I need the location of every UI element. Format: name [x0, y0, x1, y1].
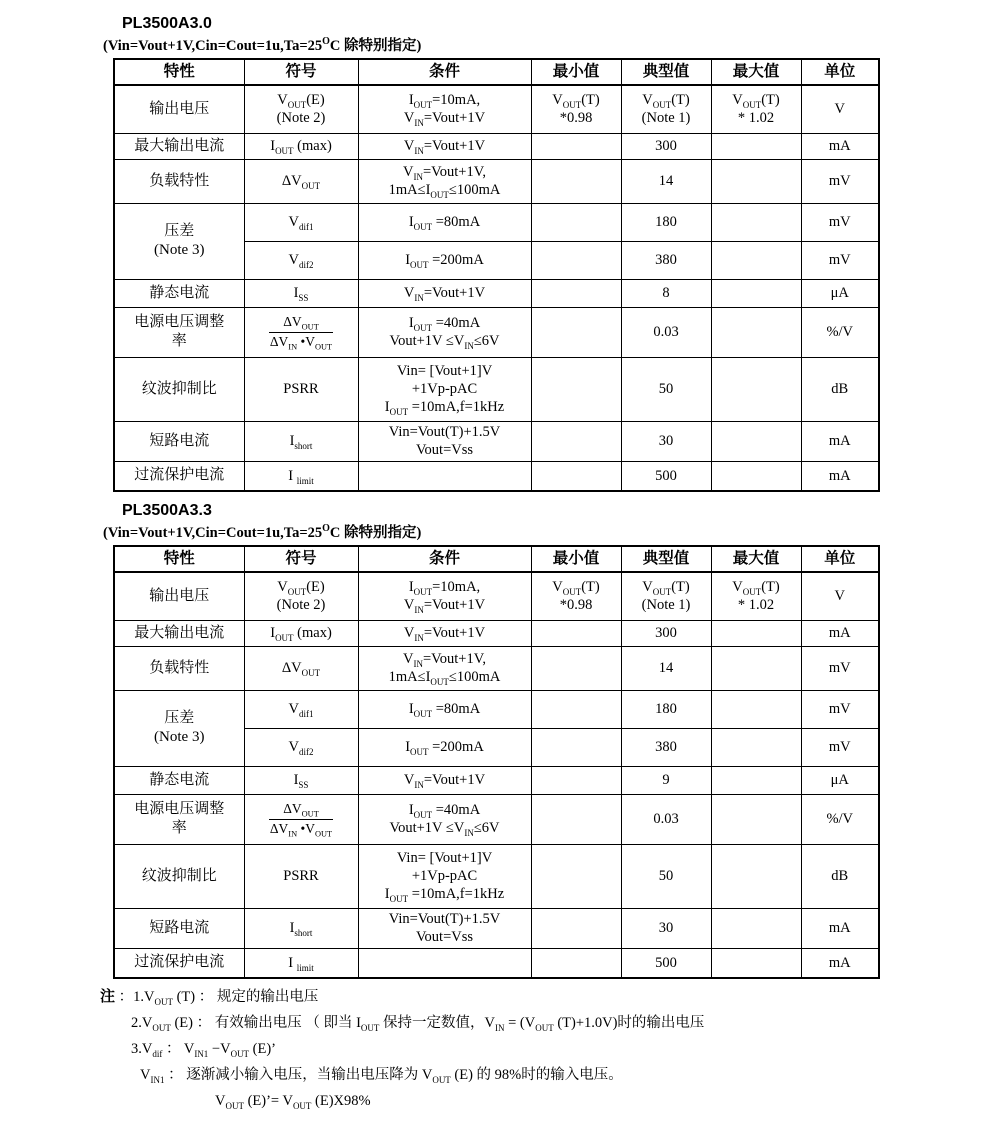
table-title: PL3500A3.0	[122, 15, 212, 32]
cell-symbol: $\Delta V_{OUT}$	[244, 646, 358, 690]
cell-unit: mA	[801, 908, 879, 948]
cell-typ: $V_{OUT}(T)$ (Note 1)	[621, 85, 711, 133]
cell-unit: μA	[801, 766, 879, 794]
cell-symbol: $I_{short}$	[244, 908, 358, 948]
cell-min	[531, 794, 621, 844]
column-header: 符号	[244, 59, 358, 85]
cell-min	[531, 690, 621, 728]
cell-symbol: $I_{SS}$	[244, 766, 358, 794]
cell-characteristic: 最大输出电流	[114, 133, 244, 159]
table-row	[114, 908, 879, 948]
cell-unit: V	[801, 572, 879, 620]
cell-symbol: $\frac{\Delta V_{OUT}}{\Delta V_{IN} •V_{OUT}}$	[244, 794, 358, 844]
cell-typ: 50	[621, 844, 711, 908]
cell-characteristic: 负载特性	[114, 159, 244, 203]
cell-typ: $V_{OUT}(T)$ (Note 1)	[621, 572, 711, 620]
cell-symbol: I $_{limit}$	[244, 948, 358, 978]
spec-section-pl3500a3-3	[103, 501, 878, 979]
cell-typ: 500	[621, 948, 711, 978]
table-row	[114, 646, 879, 690]
cell-max	[711, 421, 801, 461]
column-header: 最小值	[531, 59, 621, 85]
cell-symbol: $\frac{\Delta V_{OUT}}{\Delta V_{IN} •V_{OUT}}$	[244, 307, 358, 357]
cell-symbol: $I_{OUT}$ (max)	[244, 620, 358, 646]
cell-unit: %/V	[801, 794, 879, 844]
table-row	[114, 766, 879, 794]
table-row	[114, 279, 879, 307]
cell-condition: $V_{IN}=Vout+1V$	[358, 279, 531, 307]
table-header-row	[114, 59, 879, 85]
cell-typ: 9	[621, 766, 711, 794]
cell-characteristic: 短路电流	[114, 421, 244, 461]
cell-min	[531, 421, 621, 461]
column-header: 最小值	[531, 546, 621, 572]
cell-unit: mA	[801, 620, 879, 646]
column-header: 符号	[244, 546, 358, 572]
cell-characteristic: 输出电压	[114, 85, 244, 133]
cell-min	[531, 241, 621, 279]
cell-condition: Vin=Vout(T)+1.5V Vout=Vss	[358, 908, 531, 948]
cell-typ: 500	[621, 461, 711, 491]
cell-characteristic: 过流保护电流	[114, 948, 244, 978]
cell-unit: dB	[801, 844, 879, 908]
column-header: 单位	[801, 546, 879, 572]
cell-unit: mV	[801, 241, 879, 279]
cell-max	[711, 241, 801, 279]
cell-max	[711, 620, 801, 646]
cell-max	[711, 690, 801, 728]
cell-unit: μA	[801, 279, 879, 307]
cell-condition: $I_{OUT}=10mA$, $V_{IN}=Vout+1V$	[358, 85, 531, 133]
cell-symbol: I $_{limit}$	[244, 461, 358, 491]
cell-symbol: $I_{short}$	[244, 421, 358, 461]
cell-unit: mA	[801, 461, 879, 491]
note-line: $2.V_{OUT}$ (E) ： 有效输出电压 （ 即当 $I_{OUT}$ 保持一定数值，$V_{IN} = (V_{OUT}$ (T)+1.0V)时的输出电压	[131, 1015, 705, 1033]
cell-condition: Vin=Vout(T)+1.5V Vout=Vss	[358, 421, 531, 461]
cell-typ: 0.03	[621, 307, 711, 357]
cell-min	[531, 908, 621, 948]
cell-typ: 14	[621, 159, 711, 203]
column-header: 典型值	[621, 59, 711, 85]
cell-condition: $V_{IN}=Vout+1V$	[358, 133, 531, 159]
cell-condition: $V_{IN}=Vout+1V$	[358, 766, 531, 794]
table-row	[114, 357, 879, 421]
cell-symbol: PSRR	[244, 844, 358, 908]
cell-characteristic: 静态电流	[114, 766, 244, 794]
cell-typ: 180	[621, 203, 711, 241]
cell-condition: $I_{OUT} =40mA$ Vout+1V $\le V_{IN}\le 6V$	[358, 307, 531, 357]
cell-min	[531, 159, 621, 203]
cell-typ: 30	[621, 421, 711, 461]
cell-characteristic: 过流保护电流	[114, 461, 244, 491]
table-row	[114, 620, 879, 646]
cell-min	[531, 461, 621, 491]
cell-condition: $I_{OUT} =200mA$	[358, 241, 531, 279]
table-row	[114, 307, 879, 357]
cell-condition: Vin= [Vout+1]V +1Vp-pAC $I_{OUT} =10mA,f=1kHz$	[358, 844, 531, 908]
cell-symbol: $I_{SS}$	[244, 279, 358, 307]
cell-unit: mA	[801, 948, 879, 978]
column-header: 特性	[114, 546, 244, 572]
cell-unit: mV	[801, 690, 879, 728]
cell-characteristic: 静态电流	[114, 279, 244, 307]
cell-symbol: $V_{OUT}(E)$ (Note 2)	[244, 85, 358, 133]
column-header: 条件	[358, 546, 531, 572]
cell-max	[711, 948, 801, 978]
cell-condition: Vin= [Vout+1]V +1Vp-pAC $I_{OUT} =10mA,f=1kHz$	[358, 357, 531, 421]
cell-unit: %/V	[801, 307, 879, 357]
cell-symbol: $V_{dif1}$	[244, 203, 358, 241]
cell-min	[531, 766, 621, 794]
cell-unit: mA	[801, 421, 879, 461]
cell-symbol: $V_{OUT}(E)$ (Note 2)	[244, 572, 358, 620]
cell-unit: mV	[801, 728, 879, 766]
cell-max	[711, 646, 801, 690]
cell-typ: 0.03	[621, 794, 711, 844]
cell-unit: V	[801, 85, 879, 133]
cell-max	[711, 461, 801, 491]
cell-symbol: $V_{dif1}$	[244, 690, 358, 728]
cell-condition: $I_{OUT} =40mA$ Vout+1V $\le V_{IN}\le 6V$	[358, 794, 531, 844]
table-subtitle: ($Vin=Vout+1V,Cin=Cout=1u,Ta=25^OC$ 除特别指定)	[103, 36, 422, 54]
cell-symbol: PSRR	[244, 357, 358, 421]
cell-max	[711, 159, 801, 203]
cell-characteristic: 压差 (Note 3)	[114, 203, 244, 279]
cell-max	[711, 279, 801, 307]
cell-max	[711, 844, 801, 908]
cell-unit: mA	[801, 133, 879, 159]
cell-typ: 8	[621, 279, 711, 307]
cell-characteristic: 负载特性	[114, 646, 244, 690]
cell-characteristic: 电源电压调整 率	[114, 307, 244, 357]
table-row	[114, 203, 879, 241]
cell-symbol: $V_{dif2}$	[244, 241, 358, 279]
column-header: 单位	[801, 59, 879, 85]
cell-characteristic: 输出电压	[114, 572, 244, 620]
cell-typ: 300	[621, 133, 711, 159]
cell-min	[531, 844, 621, 908]
cell-typ: 14	[621, 646, 711, 690]
cell-symbol: $V_{dif2}$	[244, 728, 358, 766]
table-row	[114, 844, 879, 908]
cell-condition: $I_{OUT} =200mA$	[358, 728, 531, 766]
cell-condition	[358, 461, 531, 491]
note-line: $3.V_{dif}$ ： $V_{IN1} -V_{OUT}$ (E)’	[131, 1041, 277, 1059]
column-header: 特性	[114, 59, 244, 85]
cell-typ: 380	[621, 241, 711, 279]
column-header: 典型值	[621, 546, 711, 572]
cell-condition: $I_{OUT} =80mA$	[358, 690, 531, 728]
note-line: $V_{OUT}$ (E)’= $V_{OUT}$ (E)X98%	[215, 1093, 371, 1111]
cell-min	[531, 307, 621, 357]
note-line: 注 ：$1.V_{OUT}$ (T) ： 规定的输出电压	[100, 989, 319, 1007]
table-header-row	[114, 546, 879, 572]
cell-max	[711, 133, 801, 159]
cell-condition	[358, 948, 531, 978]
cell-min	[531, 948, 621, 978]
cell-characteristic: 短路电流	[114, 908, 244, 948]
cell-typ: 50	[621, 357, 711, 421]
cell-condition: $V_{IN}=Vout+1V$	[358, 620, 531, 646]
cell-min	[531, 357, 621, 421]
cell-condition: $I_{OUT} =80mA$	[358, 203, 531, 241]
cell-max	[711, 766, 801, 794]
table-row	[114, 85, 879, 133]
cell-condition: $I_{OUT}=10mA$, $V_{IN}=Vout+1V$	[358, 572, 531, 620]
cell-max: $V_{OUT}(T)$ * 1.02	[711, 572, 801, 620]
table-title: PL3500A3.3	[122, 502, 212, 519]
cell-max	[711, 908, 801, 948]
cell-symbol: $I_{OUT}$ (max)	[244, 133, 358, 159]
column-header: 最大值	[711, 59, 801, 85]
cell-min	[531, 620, 621, 646]
table-row	[114, 133, 879, 159]
cell-max	[711, 203, 801, 241]
spec-table	[113, 545, 880, 979]
cell-characteristic: 最大输出电流	[114, 620, 244, 646]
column-header: 最大值	[711, 546, 801, 572]
cell-unit: mV	[801, 646, 879, 690]
table-row	[114, 572, 879, 620]
cell-min: $V_{OUT}(T)$ *0.98	[531, 85, 621, 133]
table-subtitle: ($Vin=Vout+1V,Cin=Cout=1u,Ta=25^OC$ 除特别指定)	[103, 523, 422, 541]
cell-max: $V_{OUT}(T)$ * 1.02	[711, 85, 801, 133]
cell-max	[711, 357, 801, 421]
cell-condition: $V_{IN}=Vout+1V$, $1mA\le I_{OUT}\le 100mA$	[358, 159, 531, 203]
cell-characteristic: 压差 (Note 3)	[114, 690, 244, 766]
cell-min	[531, 133, 621, 159]
cell-typ: 30	[621, 908, 711, 948]
cell-max	[711, 794, 801, 844]
note-line: $V_{IN1}$ ： 逐渐减小输入电压，当输出电压降为 $V_{OUT}$ (E) 的 98%时的输入电压。	[140, 1067, 623, 1085]
spec-section-pl3500a3-0	[103, 0, 878, 492]
table-row	[114, 794, 879, 844]
cell-min	[531, 646, 621, 690]
table-row	[114, 690, 879, 728]
cell-characteristic: 纹波抑制比	[114, 357, 244, 421]
table-row	[114, 461, 879, 491]
column-header: 条件	[358, 59, 531, 85]
cell-characteristic: 纹波抑制比	[114, 844, 244, 908]
table-row	[114, 948, 879, 978]
cell-max	[711, 728, 801, 766]
cell-typ: 300	[621, 620, 711, 646]
cell-min	[531, 728, 621, 766]
table-row	[114, 159, 879, 203]
cell-min	[531, 279, 621, 307]
cell-unit: dB	[801, 357, 879, 421]
cell-min	[531, 203, 621, 241]
cell-min: $V_{OUT}(T)$ *0.98	[531, 572, 621, 620]
table-row	[114, 421, 879, 461]
cell-unit: mV	[801, 159, 879, 203]
cell-typ: 380	[621, 728, 711, 766]
notes-section	[0, 984, 991, 1114]
cell-typ: 180	[621, 690, 711, 728]
cell-max	[711, 307, 801, 357]
cell-symbol: $\Delta V_{OUT}$	[244, 159, 358, 203]
cell-condition: $V_{IN}=Vout+1V$, $1mA\le I_{OUT}\le 100mA$	[358, 646, 531, 690]
spec-table	[113, 58, 880, 492]
cell-unit: mV	[801, 203, 879, 241]
cell-characteristic: 电源电压调整 率	[114, 794, 244, 844]
